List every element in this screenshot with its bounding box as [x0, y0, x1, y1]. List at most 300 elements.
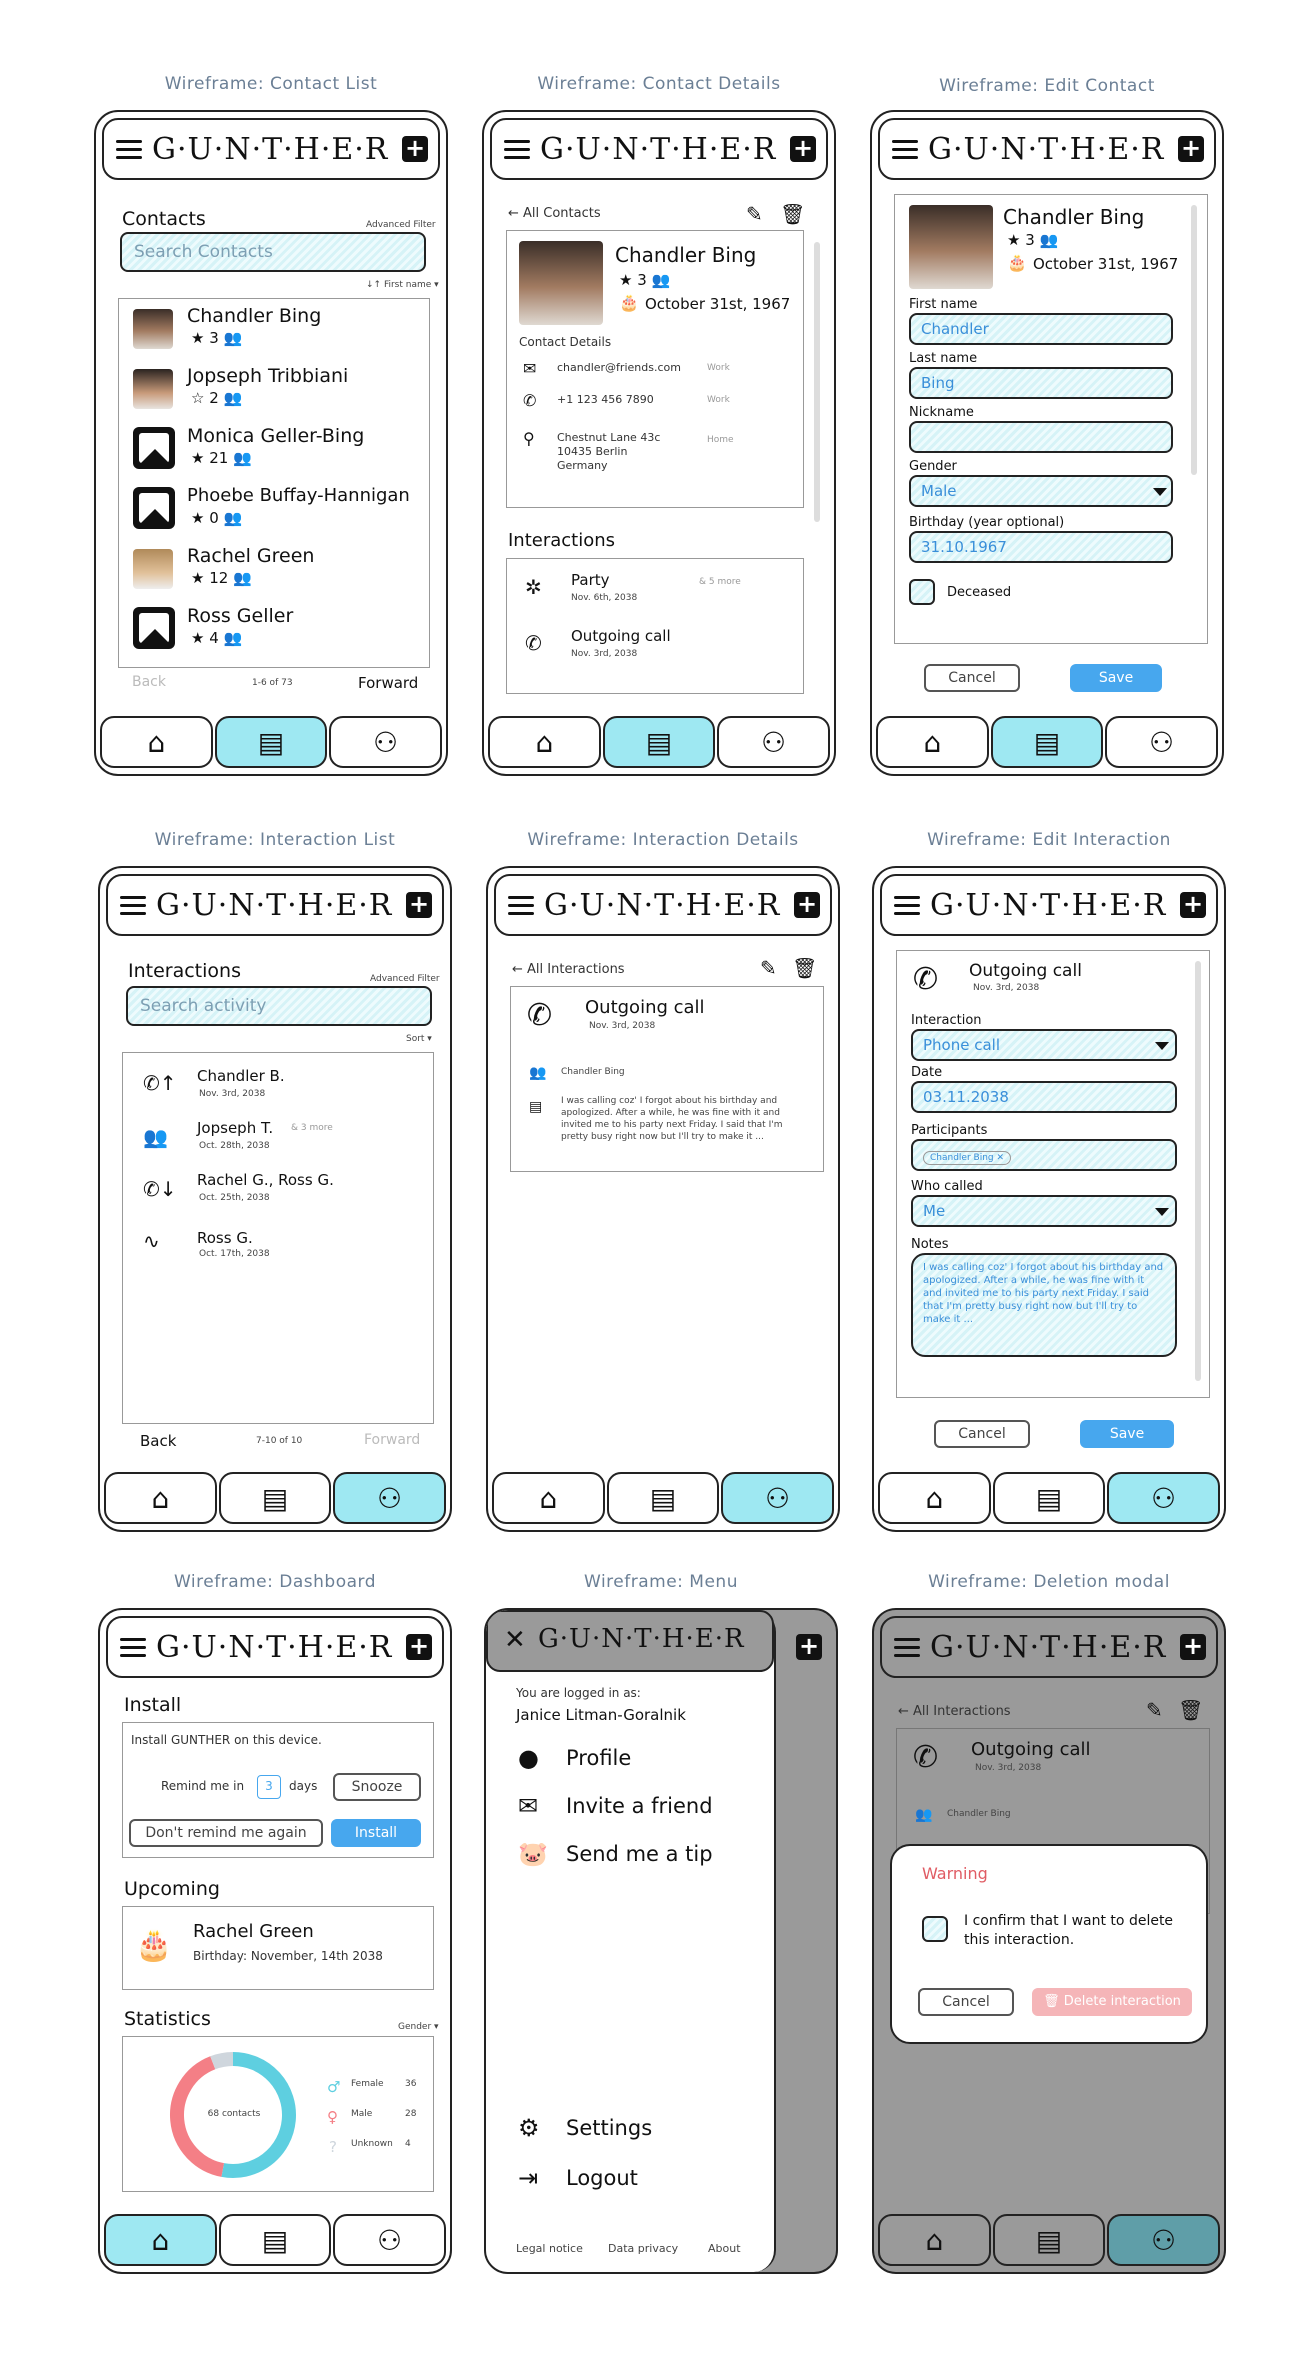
address-type: Home — [707, 435, 734, 445]
interaction-title[interactable]: Rachel G., Ross G. — [197, 1171, 334, 1189]
piggy-bank-icon: 🐷 — [518, 1840, 548, 1868]
people-interaction-icon: ⚇ — [761, 726, 787, 759]
home-icon: ⌂ — [539, 1482, 558, 1515]
hamburger-menu-icon[interactable] — [508, 896, 534, 916]
search-input[interactable]: Search Contacts — [120, 232, 426, 272]
contact-list — [118, 298, 430, 668]
home-icon: ⌂ — [923, 726, 942, 759]
remind-prefix: Remind me in — [161, 1779, 245, 1793]
section-heading: Upcoming — [124, 1878, 220, 1900]
back-link: ← All Interactions — [898, 1704, 1011, 1719]
delete-interaction-button[interactable]: 🗑 Delete interaction — [1032, 1988, 1192, 2016]
last-name-field[interactable]: Bing — [909, 367, 1173, 399]
notes-icon: ▤ — [529, 1099, 543, 1115]
bottom-nav — [878, 1472, 1220, 1526]
birthday-cake-icon: 🎂 — [1007, 253, 1027, 272]
app-logo: G·U·N·T·H·E·R — [928, 132, 1165, 167]
field-label: Gender — [909, 459, 957, 474]
page-title: Contacts — [122, 208, 206, 230]
interaction-title[interactable]: Party — [571, 571, 610, 589]
party-popper-icon: ✲ — [525, 575, 542, 599]
menu-item-profile[interactable]: Profile — [566, 1746, 632, 1770]
interaction-list-screen — [92, 826, 458, 1536]
interaction-title[interactable]: Jopseph T. — [197, 1119, 274, 1137]
unknown-icon: ? — [329, 2138, 337, 2156]
app-header — [878, 118, 1216, 180]
home-icon: ⌂ — [151, 2224, 170, 2257]
phone-value[interactable]: +1 123 456 7890 — [557, 393, 654, 406]
contact-card-icon: ▤ — [645, 726, 673, 759]
add-icon[interactable]: + — [1180, 892, 1206, 918]
menu-item-invite[interactable]: Invite a friend — [566, 1794, 713, 1818]
interaction-extra: & 3 more — [291, 1123, 333, 1133]
wireframe-title: Wireframe: Deletion modal — [928, 1572, 1170, 1592]
interaction-title: Outgoing call — [969, 961, 1082, 981]
app-logo: G·U·N·T·H·E·R — [156, 888, 393, 923]
interaction-type-select[interactable]: Phone call — [911, 1029, 1177, 1061]
app-header — [880, 874, 1218, 936]
interaction-details-screen — [480, 826, 846, 1536]
interaction-title: Outgoing call — [585, 997, 705, 1018]
contact-name: Chandler Bing — [615, 243, 757, 267]
pagination-text: 7-10 of 10 — [256, 1436, 303, 1446]
phone-type: Work — [707, 395, 730, 405]
home-tab[interactable] — [876, 716, 989, 768]
app-logo: G·U·N·T·H·E·R — [156, 1630, 393, 1665]
sort-dropdown[interactable]: ↓↑ First name ▾ — [366, 280, 439, 290]
hamburger-menu-icon[interactable] — [892, 140, 918, 160]
donut-slice-unknown — [213, 2059, 233, 2063]
people-interaction-icon: ⚇ — [1151, 1482, 1177, 1515]
avatar — [133, 549, 173, 589]
contact-name[interactable]: Chandler Bing — [187, 305, 322, 327]
phone-frame — [98, 866, 452, 1532]
interactions-tab[interactable] — [333, 2214, 446, 2266]
contact-card-icon: ▤ — [1033, 726, 1061, 759]
contact-card-icon: ▤ — [649, 1482, 677, 1515]
contact-card-icon: ▤ — [261, 2224, 289, 2257]
interaction-title[interactable]: Outgoing call — [571, 627, 671, 645]
pagination-text: 1-6 of 73 — [252, 678, 293, 688]
contacts-tab[interactable] — [219, 2214, 332, 2266]
section-heading: Statistics — [124, 2008, 211, 2030]
home-tab[interactable] — [878, 1472, 991, 1524]
wireframe-title: Wireframe: Interaction Details — [527, 830, 799, 850]
interaction-date: Oct. 28th, 2038 — [199, 1141, 270, 1151]
contact-name[interactable]: Monica Geller-Bing — [187, 425, 365, 447]
interaction-date: Oct. 17th, 2038 — [199, 1249, 270, 1259]
phone-frame — [872, 866, 1226, 1532]
outgoing-call-icon: ✆ — [525, 631, 542, 655]
interaction-date: Nov. 3rd, 2038 — [973, 983, 1040, 993]
nickname-field[interactable] — [909, 421, 1173, 453]
home-tab[interactable] — [104, 1472, 217, 1524]
close-icon[interactable]: ✕ — [504, 1625, 526, 1655]
contacts-tab[interactable] — [603, 716, 716, 768]
image-placeholder-icon — [133, 427, 175, 469]
wireframe-title: Wireframe: Menu — [584, 1572, 738, 1592]
save-button[interactable]: Save — [1070, 664, 1162, 692]
avatar — [133, 369, 173, 409]
location-pin-icon: ⚲ — [523, 429, 535, 448]
interaction-date: Nov. 3rd, 2038 — [975, 1763, 1042, 1773]
menu-item-tip[interactable]: Send me a tip — [566, 1842, 713, 1866]
email-value[interactable]: chandler@friends.com — [557, 361, 681, 374]
contact-name[interactable]: Rachel Green — [187, 545, 315, 567]
delete-button-label: Delete interaction — [1063, 1994, 1181, 2009]
add-icon[interactable]: + — [402, 136, 428, 162]
contact-card — [506, 230, 804, 508]
sort-dropdown[interactable]: Sort ▾ — [406, 1034, 432, 1044]
contact-card-icon: ▤ — [257, 726, 285, 759]
dont-remind-button[interactable]: Don't remind me again — [129, 1819, 323, 1847]
user-name: Janice Litman-Goralnik — [516, 1706, 686, 1724]
bottom-nav — [492, 1472, 834, 1526]
mail-icon: ✉ — [523, 359, 537, 378]
edit-form — [896, 950, 1210, 1398]
scrollbar[interactable] — [814, 242, 820, 522]
forward-button[interactable]: Forward — [358, 674, 419, 692]
app-logo: G·U·N·T·H·E·R — [540, 132, 777, 167]
bottom-nav — [876, 716, 1218, 770]
chevron-down-icon — [1155, 1042, 1169, 1050]
home-tab[interactable] — [488, 716, 601, 768]
contacts-tab[interactable] — [993, 1472, 1106, 1524]
add-icon: + — [1180, 1634, 1206, 1660]
contact-rating: ★ 0 👥 — [191, 509, 243, 527]
section-heading: Install — [124, 1694, 182, 1716]
advanced-filter-link[interactable]: Advanced Filter — [370, 974, 440, 984]
birthday-cake-icon: 🎂 — [135, 1928, 173, 1963]
contact-name[interactable]: Phoebe Buffay-Hannigan — [187, 485, 410, 506]
add-icon: + — [796, 1634, 822, 1660]
back-button[interactable]: Back — [140, 1432, 177, 1450]
field-label: Nickname — [909, 405, 974, 420]
delete-icon[interactable]: 🗑 — [792, 956, 818, 980]
interaction-title: Outgoing call — [971, 1739, 1091, 1760]
stats-filter-dropdown[interactable]: Gender ▾ — [398, 2022, 439, 2032]
footer-link-privacy[interactable]: Data privacy — [608, 2242, 679, 2255]
install-card — [122, 1722, 434, 1858]
settings-gear-icon: ⚙ — [518, 2114, 540, 2142]
outgoing-call-icon: ✆ — [913, 962, 939, 997]
statistics-card — [122, 2036, 434, 2192]
app-logo: G·U·N·T·H·E·R — [930, 888, 1167, 923]
people-interaction-icon: ⚇ — [377, 2224, 403, 2257]
home-icon: ⌂ — [151, 1482, 170, 1515]
participant-name: Chandler Bing — [947, 1809, 1011, 1819]
app-header — [106, 1616, 444, 1678]
cancel-button[interactable]: Cancel — [924, 664, 1020, 692]
participant-name[interactable]: Chandler Bing — [561, 1067, 625, 1077]
hamburger-menu-icon[interactable] — [116, 140, 142, 160]
avatar — [519, 241, 603, 325]
upcoming-name[interactable]: Rachel Green — [193, 1921, 314, 1942]
people-interaction-icon: ⚇ — [765, 1482, 791, 1515]
back-link[interactable]: ← All Contacts — [508, 206, 601, 221]
interactions-tab — [1107, 2214, 1220, 2266]
home-icon: ⌂ — [925, 2224, 944, 2257]
search-input[interactable]: Search activity — [126, 986, 432, 1026]
wireframe-title: Wireframe: Edit Interaction — [927, 830, 1171, 850]
hamburger-menu-icon — [894, 1638, 920, 1658]
activity-pulse-icon: ∿ — [143, 1229, 160, 1253]
field-label: Notes — [911, 1237, 949, 1252]
chevron-down-icon — [1153, 488, 1167, 496]
contact-name: Chandler Bing — [1003, 205, 1145, 229]
birthday-text: October 31st, 1967 — [645, 295, 791, 313]
birthday-text: October 31st, 1967 — [1033, 255, 1179, 273]
notes-text: I was calling coz' I forgot about his birthday and apologized. After a while, he was fine with it and invited me to his party next Friday. I said that I'm pretty busy right now but I'll try to make it ... — [561, 1096, 783, 1142]
delete-icon[interactable]: 🗑 — [780, 202, 806, 226]
participant-chip[interactable]: Chandler Bing ✕ — [923, 1151, 1011, 1165]
wireframe-title: Wireframe: Contact List — [164, 74, 378, 94]
legend-label: Female — [351, 2079, 384, 2089]
contact-card-icon: ▤ — [1035, 2224, 1063, 2257]
birthday-cake-icon: 🎂 — [619, 293, 639, 312]
wireframe-title: Wireframe: Interaction List — [154, 830, 396, 850]
app-header — [102, 118, 440, 180]
field-label: Last name — [909, 351, 978, 366]
page-title: Interactions — [128, 960, 241, 982]
delete-icon: 🗑 — [1178, 1698, 1204, 1722]
contact-rating: ★ 4 👥 — [191, 629, 243, 647]
outgoing-call-icon: ✆ — [527, 998, 553, 1033]
address-line: 10435 Berlin — [557, 445, 628, 458]
email-type: Work — [707, 363, 730, 373]
bottom-nav — [878, 2214, 1220, 2268]
group-icon: 👥 — [143, 1125, 168, 1149]
field-label: Date — [911, 1065, 943, 1080]
donut-center-label: 68 contacts — [207, 2109, 261, 2119]
phone-frame — [486, 866, 840, 1532]
app-header — [880, 1616, 1218, 1678]
app-logo: G·U·N·T·H·E·R — [538, 1624, 745, 1654]
profile-icon: ● — [518, 1744, 539, 1772]
contacts-tab[interactable] — [215, 716, 328, 768]
deletion-modal-screen — [866, 1568, 1232, 2278]
group-icon: 👥 — [915, 1807, 933, 1823]
remind-suffix: days — [289, 1779, 318, 1793]
contacts-tab — [993, 2214, 1106, 2266]
bottom-nav — [100, 716, 442, 770]
avatar — [133, 309, 173, 349]
section-heading: Contact Details — [519, 335, 612, 349]
legend-value: 36 — [405, 2079, 417, 2089]
add-icon[interactable]: + — [1178, 136, 1204, 162]
checkbox-label: Deceased — [947, 585, 1012, 600]
interactions-tab[interactable] — [333, 1472, 446, 1524]
interaction-date: Nov. 6th, 2038 — [571, 593, 638, 603]
male-icon: ♀ — [327, 2108, 338, 2126]
interactions-tab[interactable] — [329, 716, 442, 768]
interaction-card — [510, 986, 824, 1172]
hamburger-menu-icon[interactable] — [120, 1638, 146, 1658]
scrollbar[interactable] — [1195, 961, 1201, 1381]
contact-rating: ★ 3 👥 — [1007, 231, 1059, 249]
field-label: First name — [909, 297, 978, 312]
back-button[interactable]: Back — [132, 674, 166, 690]
interactions-tab[interactable] — [717, 716, 830, 768]
interaction-list — [506, 558, 804, 694]
edit-icon[interactable]: ✎ — [746, 202, 763, 226]
footer-link-legal[interactable]: Legal notice — [516, 2242, 583, 2255]
app-header — [490, 118, 828, 180]
phone-frame — [98, 1608, 452, 2274]
phone-frame — [872, 1608, 1226, 2274]
edit-icon: ✎ — [1146, 1698, 1163, 1722]
legend-label: Male — [351, 2109, 373, 2119]
remind-days-input[interactable]: 3 — [257, 1775, 281, 1799]
home-icon: ⌂ — [147, 726, 166, 759]
add-icon[interactable]: + — [406, 1634, 432, 1660]
logout-icon: ⇥ — [518, 2164, 539, 2192]
menu-screen — [478, 1568, 844, 2278]
contact-name[interactable]: Ross Geller — [187, 605, 294, 627]
contacts-tab[interactable] — [607, 1472, 720, 1524]
contact-list-screen — [88, 70, 454, 780]
edit-interaction-screen — [866, 826, 1232, 1536]
add-icon[interactable]: + — [794, 892, 820, 918]
contact-rating: ★ 21 👥 — [191, 449, 252, 467]
contacts-tab[interactable] — [219, 1472, 332, 1524]
home-icon: ⌂ — [535, 726, 554, 759]
phone-frame — [484, 1608, 838, 2274]
group-icon: 👥 — [529, 1065, 547, 1081]
app-header — [106, 874, 444, 936]
female-icon: ♂ — [327, 2078, 341, 2096]
interaction-title[interactable]: Ross G. — [197, 1229, 253, 1247]
menu-item-settings[interactable]: Settings — [566, 2116, 653, 2140]
outgoing-call-icon: ✆ — [913, 1740, 939, 1775]
field-label: Participants — [911, 1123, 988, 1138]
side-menu-drawer — [486, 1610, 776, 2272]
app-header — [494, 874, 832, 936]
interaction-date: Nov. 3rd, 2038 — [571, 649, 638, 659]
bottom-nav — [104, 1472, 446, 1526]
contact-card-icon: ▤ — [1035, 1482, 1063, 1515]
add-icon[interactable]: + — [790, 136, 816, 162]
hamburger-menu-icon[interactable] — [120, 896, 146, 916]
incoming-call-icon: ✆↓ — [143, 1177, 177, 1201]
section-heading: Interactions — [508, 530, 616, 551]
app-logo: G·U·N·T·H·E·R — [930, 1630, 1167, 1665]
contact-name[interactable]: Jopseph Tribbiani — [187, 365, 349, 387]
birthday-field[interactable]: 31.10.1967 — [909, 531, 1173, 563]
app-logo: G·U·N·T·H·E·R — [152, 132, 389, 167]
scrollbar[interactable] — [1191, 205, 1197, 475]
people-interaction-icon: ⚇ — [377, 1482, 403, 1515]
logged-in-label: You are logged in as: — [516, 1686, 641, 1700]
wireframe-title: Wireframe: Edit Contact — [939, 76, 1155, 96]
app-logo: G·U·N·T·H·E·R — [544, 888, 781, 923]
first-name-field[interactable]: Chandler — [909, 313, 1173, 345]
contact-card-icon: ▤ — [261, 1482, 289, 1515]
interactions-tab[interactable] — [1107, 1472, 1220, 1524]
interaction-date: Oct. 25th, 2038 — [199, 1193, 270, 1203]
legend-label: Unknown — [351, 2139, 393, 2149]
people-interaction-icon: ⚇ — [373, 726, 399, 759]
interaction-extra: & 5 more — [699, 577, 741, 587]
address-line: Germany — [557, 459, 608, 472]
legend-value: 4 — [405, 2139, 411, 2149]
interactions-tab[interactable] — [1105, 716, 1218, 768]
upcoming-detail: Birthday: November, 14th 2038 — [193, 1949, 383, 1963]
field-label: Birthday (year optional) — [909, 515, 1065, 530]
interaction-date: Nov. 3rd, 2038 — [199, 1089, 266, 1099]
home-tab — [878, 2214, 991, 2266]
home-tab[interactable] — [100, 716, 213, 768]
cancel-button[interactable]: Cancel — [934, 1420, 1030, 1448]
field-label: Interaction — [911, 1013, 982, 1028]
menu-header — [486, 1610, 774, 1672]
address-line: Chestnut Lane 43c — [557, 431, 661, 444]
install-text: Install GUNTHER on this device. — [131, 1733, 322, 1747]
contact-rating: ☆ 2 👥 — [191, 389, 243, 407]
edit-form — [894, 194, 1208, 644]
who-called-select[interactable]: Me — [911, 1195, 1177, 1227]
notes-textarea[interactable]: I was calling coz' I forgot about his birthday and apologized. After a while, he was fine with it and invited me to his party next Friday. I said that I'm pretty busy right now but I'll try to make it ... — [911, 1253, 1177, 1357]
image-placeholder-icon — [133, 487, 175, 529]
deceased-checkbox[interactable] — [909, 579, 935, 605]
avatar — [909, 205, 993, 289]
home-tab[interactable] — [104, 2214, 217, 2266]
people-interaction-icon: ⚇ — [1151, 2224, 1177, 2257]
interactions-tab[interactable] — [721, 1472, 834, 1524]
contacts-tab[interactable] — [991, 716, 1104, 768]
edit-contact-screen — [864, 70, 1230, 780]
edit-icon[interactable]: ✎ — [760, 956, 777, 980]
install-button[interactable]: Install — [331, 1819, 421, 1847]
confirm-checkbox[interactable] — [922, 1916, 948, 1942]
legend-value: 28 — [405, 2109, 417, 2119]
snooze-button[interactable]: Snooze — [333, 1773, 421, 1801]
participants-field[interactable] — [911, 1139, 1177, 1171]
upcoming-card — [122, 1906, 434, 1990]
gender-select[interactable]: Male — [909, 475, 1173, 507]
footer-link-about[interactable]: About — [708, 2242, 741, 2255]
outgoing-call-icon: ✆↑ — [143, 1071, 177, 1095]
hamburger-menu-icon[interactable] — [504, 140, 530, 160]
contact-rating: ★ 3 👥 — [191, 329, 243, 347]
contact-rating: ★ 12 👥 — [191, 569, 252, 587]
wireframe-title: Wireframe: Dashboard — [173, 1572, 376, 1592]
cancel-button[interactable]: Cancel — [918, 1988, 1014, 2016]
date-field[interactable]: 03.11.2038 — [911, 1081, 1177, 1113]
add-icon[interactable]: + — [406, 892, 432, 918]
field-label: Who called — [911, 1179, 983, 1194]
deletion-modal — [890, 1844, 1208, 2044]
interaction-title[interactable]: Chandler B. — [197, 1067, 285, 1085]
image-placeholder-icon — [133, 607, 175, 649]
advanced-filter-link[interactable]: Advanced Filter — [366, 220, 436, 230]
modal-title: Warning — [922, 1864, 988, 1883]
home-tab[interactable] — [492, 1472, 605, 1524]
contact-rating: ★ 3 👥 — [619, 271, 671, 289]
wireframe-title: Wireframe: Contact Details — [537, 74, 781, 94]
save-button[interactable]: Save — [1080, 1420, 1174, 1448]
menu-item-logout[interactable]: Logout — [566, 2166, 638, 2190]
interaction-list — [122, 1052, 434, 1424]
chevron-down-icon — [1155, 1208, 1169, 1216]
bottom-nav — [104, 2214, 446, 2268]
forward-button[interactable]: Forward — [364, 1432, 421, 1448]
back-link[interactable]: ← All Interactions — [512, 962, 625, 977]
phone-frame — [94, 110, 448, 776]
dashboard-screen — [92, 1568, 458, 2278]
hamburger-menu-icon[interactable] — [894, 896, 920, 916]
bottom-nav — [488, 716, 830, 770]
